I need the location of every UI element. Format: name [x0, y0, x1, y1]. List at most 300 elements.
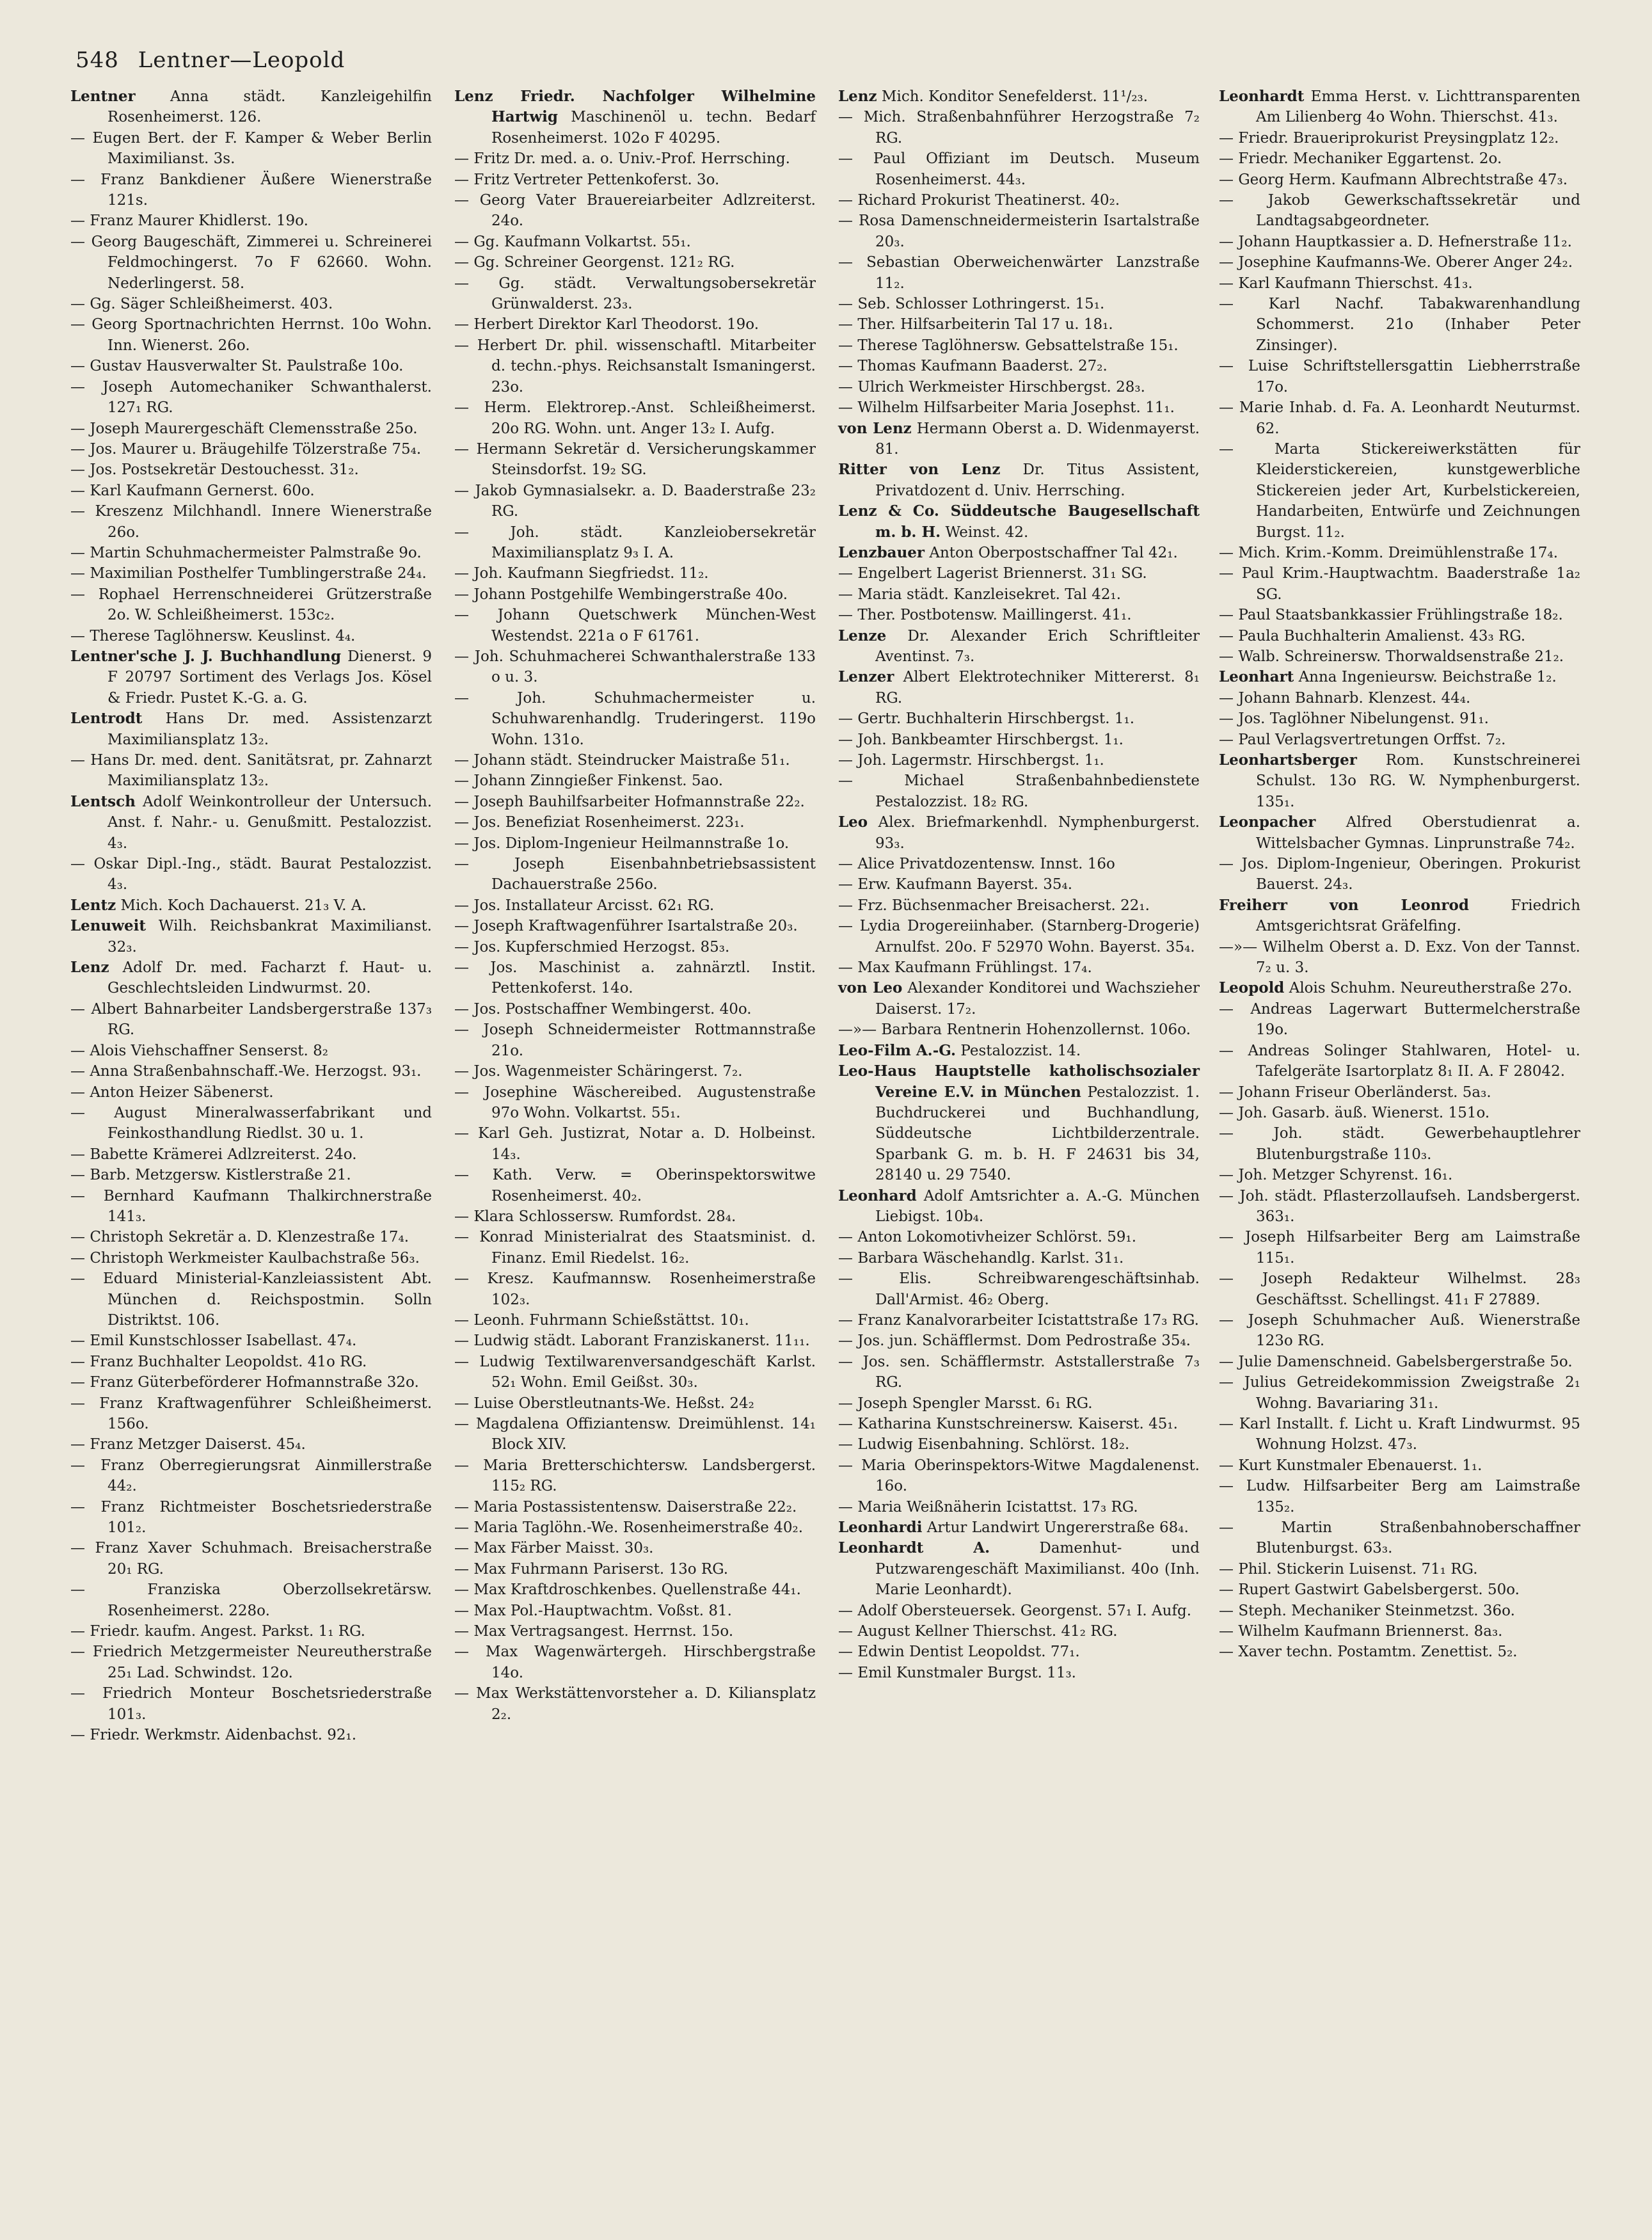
entry-text: Elis. Schreibwarengeschäftsinhab. Dall'Armist. 46₂ Oberg. — [875, 1270, 1200, 1308]
directory-entry — [838, 667, 1200, 708]
entry-text: Wilh. Reichsbankrat Maximilianst. 32₃. — [107, 918, 432, 956]
entry-text: Johann städt. Steindrucker Maistraße 51₁. — [473, 752, 790, 769]
directory-entry — [1219, 688, 1580, 708]
directory-entry — [70, 543, 432, 563]
entry-text: Martin Straßenbahnoberschaffner Blutenburgst. 63₃. — [1256, 1519, 1580, 1557]
entry-surname: Leo — [838, 813, 868, 831]
entry-text: Jos. sen. Schäfflermstr. Aststallerstraße 7₃ RG. — [862, 1353, 1200, 1391]
entry-surname: Leonhart — [1219, 668, 1294, 686]
directory-entry — [70, 356, 432, 376]
directory-entry — [454, 1580, 816, 1600]
directory-entry — [454, 1165, 816, 1206]
entry-text: Max Kraftdroschkenbes. Quellenstraße 44₁. — [473, 1581, 801, 1599]
directory-entry — [454, 86, 816, 148]
directory-entry — [70, 1227, 432, 1247]
directory-entry — [838, 419, 1200, 460]
directory-entry — [838, 190, 1200, 211]
directory-entry — [1219, 1268, 1580, 1310]
entry-text: Kath. Verw. = Oberinspektorswitwe Rosenheimerst. 40₂. — [491, 1167, 816, 1204]
entry-text: Franz Kanalvorarbeiter Icistattstraße 17₃ RG. — [857, 1311, 1199, 1329]
directory-entry — [454, 812, 816, 833]
directory-entry — [1219, 750, 1580, 812]
directory-entry — [454, 750, 816, 771]
entry-text: Artur Landwirt Ungererstraße 68₄. — [926, 1519, 1189, 1537]
column-2 — [454, 86, 816, 1725]
directory-entry — [1219, 1621, 1580, 1642]
entry-text: Mich. Konditor Senefelderst. 11¹/₂₃. — [881, 88, 1148, 105]
entry-text: Franz Richtmeister Boschetsriederstraße 101₂. — [100, 1498, 432, 1537]
entry-text: Joseph Automechaniker Schwanthalerst. 127₁ RG. — [102, 378, 432, 417]
entry-text: Alois Schuhm. Neureutherstraße 27o. — [1289, 980, 1573, 997]
entry-text: Franz Oberregierungsrat Ainmillerstraße 44₂. — [100, 1457, 432, 1495]
entry-surname: Lenz Friedr. Nachfolger Wilhelmine Hartwig — [454, 88, 816, 126]
entry-text: Christoph Werkmeister Kaulbachstraße 56₃. — [90, 1249, 420, 1267]
directory-entry — [838, 107, 1200, 148]
directory-entry — [70, 1103, 432, 1144]
directory-entry — [70, 1165, 432, 1185]
entry-text: Richard Prokurist Theatinerst. 40₂. — [857, 192, 1120, 209]
entry-text: Anna Ingenieursw. Beichstraße 1₂. — [1298, 669, 1557, 686]
entry-text: Joh. städt. Gewerbehauptlehrer Blutenburgstraße 110₃. — [1256, 1125, 1580, 1163]
directory-entry — [838, 1434, 1200, 1455]
directory-entry — [454, 1642, 816, 1683]
entry-text: Maschinenöl u. techn. Bedarf Rosenheimerst. 102o F 40295. — [491, 109, 816, 147]
entry-text: Adolf Obersteuersek. Georgenst. 57₁ I. Aufg. — [857, 1602, 1192, 1619]
directory-entry — [454, 1621, 816, 1642]
entry-text: Babette Krämerei Adlzreiterst. 24o. — [90, 1146, 357, 1163]
entry-text: Joseph Hilfsarbeiter Berg am Laimstraße 115₁. — [1245, 1229, 1581, 1267]
directory-entry — [454, 170, 816, 190]
directory-entry — [70, 895, 432, 916]
directory-entry — [454, 314, 816, 335]
entry-text: Katharina Kunstschreinersw. Kaiserst. 45₁. — [857, 1416, 1178, 1432]
entry-text: Friedr. Werkmstr. Aidenbachst. 92₁. — [90, 1727, 357, 1744]
entry-text: Konrad Ministerialrat des Staatsminist. d. Finanz. Emil Riedelst. 16₂. — [479, 1229, 816, 1267]
directory-entry — [1219, 252, 1580, 273]
directory-entry — [838, 1497, 1200, 1517]
directory-entry — [454, 605, 816, 646]
directory-entry — [1219, 999, 1580, 1041]
entry-text: Adolf Amtsrichter a. A.-G. München Liebigst. 10b₄. — [875, 1187, 1200, 1225]
entry-text: Johann Zinngießer Finkenst. 5ao. — [473, 772, 724, 790]
entry-text: Gg. städt. Verwaltungsobersekretär Grünwalderst. 23₃. — [491, 275, 816, 313]
directory-entry — [1219, 708, 1580, 729]
directory-entry — [1219, 1123, 1580, 1165]
entry-text: Weinst. 42. — [945, 524, 1029, 541]
entry-text: Rupert Gastwirt Gabelsbergerst. 50o. — [1238, 1581, 1520, 1599]
directory-entry — [454, 1310, 816, 1331]
directory-entry — [454, 1123, 816, 1165]
directory-entry — [838, 543, 1200, 563]
directory-entry — [1219, 397, 1580, 439]
directory-entry — [1219, 1103, 1580, 1123]
entry-surname: Leonpacher — [1219, 813, 1316, 831]
directory-entry — [1219, 273, 1580, 294]
directory-entry — [1219, 667, 1580, 687]
entry-text: August Mineralwasserfabrikant und Feinkosthandlung Riedlst. 30 u. 1. — [107, 1104, 432, 1142]
directory-entry — [70, 584, 432, 626]
entry-text: Joh. Bankbeamter Hirschbergst. 1₁. — [857, 731, 1124, 748]
directory-entry — [838, 916, 1200, 957]
entry-text: Rosa Damenschneidermeisterin Isartalstraße 20₃. — [859, 212, 1200, 250]
entry-surname: Lenuweit — [70, 917, 147, 935]
entry-text: Joh. Gasarb. äuß. Wienerst. 151o. — [1238, 1104, 1490, 1121]
directory-entry — [70, 419, 432, 439]
entry-text: Fritz Dr. med. a. o. Univ.-Prof. Herrsching. — [473, 150, 790, 168]
directory-entry — [838, 1352, 1200, 1393]
entry-surname: Lentsch — [70, 792, 136, 810]
entry-text: Franz Maurer Khidlerst. 19o. — [90, 212, 308, 230]
directory-entry — [70, 563, 432, 584]
directory-entry — [454, 232, 816, 252]
entry-text: Alois Viehschaffner Senserst. 8₂ — [90, 1042, 328, 1059]
entry-text: Max Wagenwärtergeh. Hirschbergstraße 14o. — [485, 1644, 816, 1681]
entry-text: Paul Krim.-Hauptwachtm. Baaderstraße 1a₂ SG. — [1241, 565, 1581, 603]
directory-entry — [838, 563, 1200, 584]
directory-entry — [454, 335, 816, 397]
directory-entry — [1219, 1041, 1580, 1082]
entry-text: Gertr. Buchhalterin Hirschbergst. 1₁. — [857, 710, 1135, 728]
page-header — [75, 47, 345, 73]
entry-text: Friedrich Monteur Boschetsriederstraße 101₃. — [102, 1685, 432, 1723]
entry-text: Gustav Hausverwalter St. Paulstraße 10o. — [90, 358, 404, 375]
directory-entry — [838, 86, 1200, 107]
directory-entry — [454, 937, 816, 957]
directory-entry — [454, 688, 816, 750]
entry-text: Maria Postassistentensw. Daiserstraße 22₂. — [473, 1498, 797, 1516]
entry-text: Ludw. Hilfsarbeiter Berg am Laimstraße 135₂. — [1246, 1478, 1580, 1516]
entry-text: Paul Verlagsvertretungen Orffst. 7₂. — [1238, 731, 1506, 748]
entry-text: Joh. Lagermstr. Hirschbergst. 1₁. — [857, 752, 1104, 769]
entry-text: Ludwig städt. Laborant Franziskanerst. 11₁₁. — [473, 1332, 810, 1350]
directory-entry — [70, 128, 432, 170]
directory-entry — [1219, 1601, 1580, 1621]
directory-entry — [70, 1331, 432, 1351]
directory-entry — [454, 1414, 816, 1455]
directory-entry — [838, 252, 1200, 294]
entry-text: Herbert Direktor Karl Theodorst. 19o. — [473, 316, 759, 333]
entry-text: Franz Metzger Daiserst. 45₄. — [90, 1436, 306, 1453]
entry-text: Jakob Gymnasialsekr. a. D. Baaderstraße 23₂ RG. — [475, 482, 816, 520]
directory-entry — [1219, 854, 1580, 895]
entry-text: Phil. Stickerin Luisenst. 71₁ RG. — [1238, 1560, 1478, 1578]
directory-entry — [838, 1310, 1200, 1331]
entry-surname: Lenze — [838, 627, 887, 644]
entry-text: Friedr. Braueriprokurist Preysingplatz 12₂. — [1238, 129, 1559, 147]
entry-text: Emil Kunstschlosser Isabellast. 47₄. — [90, 1332, 357, 1350]
directory-entry — [838, 730, 1200, 750]
directory-entry — [454, 522, 816, 564]
entry-text: Alfred Oberstudienrat a. Wittelsbacher Gymnas. Linprunstraße 74₂. — [1256, 814, 1581, 852]
entry-text: Max Färber Maisst. 30₃. — [473, 1540, 654, 1557]
directory-entry — [70, 294, 432, 314]
directory-entry — [454, 854, 816, 895]
entry-text: Klara Schlossersw. Rumfordst. 28₄. — [473, 1208, 736, 1225]
entry-text: Johann Quetschwerk München-West Westendst. 221a o F 61761. — [491, 607, 816, 644]
entry-text: Marta Stickereiwerkstätten für Kleiderstickereien, kunstgewerbliche Stickereien jeder Art, Kurbelstickereien, Handarbeiten, Entwürfe und Zeichnungen Burgst. 11₂. — [1256, 440, 1580, 541]
entry-text: Dr. Alexander Erich Schriftleiter Aventinst. 7₃. — [875, 627, 1200, 665]
directory-entry — [838, 1227, 1200, 1247]
page-number: 548 — [75, 47, 119, 73]
entry-text: Maria Taglöhn.-We. Rosenheimerstraße 40₂. — [473, 1519, 804, 1537]
entry-text: Joseph Spengler Marsst. 6₁ RG. — [857, 1395, 1093, 1412]
directory-entry — [70, 854, 432, 895]
entry-text: Ulrich Werkmeister Hirschbergst. 28₃. — [857, 378, 1145, 396]
entry-text: Johann Postgehilfe Wembingerstraße 40o. — [473, 586, 788, 603]
directory-entry — [70, 1352, 432, 1372]
directory-entry — [838, 1642, 1200, 1662]
entry-text: Pestalozzist. 14. — [960, 1042, 1081, 1059]
entry-text: Eugen Bert. der F. Kamper & Weber Berlin Maximilianst. 3s. — [92, 129, 433, 168]
entry-text: Georg Baugeschäft, Zimmerei u. Schreinerei Feldmochingerst. 7o F 62660. Wohn. Nederlingerst. 58. — [91, 233, 432, 292]
entry-text: Adolf Dr. med. Facharzt f. Haut- u. Geschlechtsleiden Lindwurmst. 20. — [107, 959, 433, 997]
directory-entry — [1219, 148, 1580, 169]
entry-text: Jos. Diplom-Ingenieur, Oberingen. Prokurist Bauerst. 24₃. — [1241, 856, 1580, 893]
directory-entry — [1219, 626, 1580, 646]
directory-entry — [70, 1248, 432, 1268]
entry-text: Anton Lokomotivheizer Schlörst. 59₁. — [857, 1229, 1137, 1246]
entry-text: Jos. Maurer u. Bräugehilfe Tölzerstraße 75₄. — [90, 440, 422, 458]
entry-text: Franz Xaver Schuhmach. Breisacherstraße 20₁ RG. — [95, 1540, 433, 1578]
entry-text: Albert Bahnarbeiter Landsbergerstraße 137₃ RG. — [91, 1000, 433, 1039]
entry-text: Josephine Wäschereibed. Augustenstraße 97o Wohn. Volkartst. 55₁. — [484, 1084, 816, 1121]
entry-text: Jos. Postsekretär Destouchesst. 31₂. — [90, 461, 359, 479]
entry-text: Lydia Drogereiinhaber. (Starnberg-Drogerie) Arnulfst. 20o. F 52970 Wohn. Bayerst. 35₄. — [859, 918, 1200, 956]
directory-entry — [838, 211, 1200, 252]
entry-surname: von Lenz — [838, 419, 912, 437]
directory-entry — [838, 1455, 1200, 1497]
directory-entry — [838, 1186, 1200, 1228]
directory-entry — [454, 833, 816, 854]
entry-text: Michael Straßenbahnbedienstete Pestalozzist. 18₂ RG. — [875, 772, 1200, 810]
entry-text: Frz. Büchsenmacher Breisacherst. 22₁. — [857, 897, 1150, 914]
directory-entry — [70, 1455, 432, 1497]
directory-entry — [838, 812, 1200, 854]
directory-entry — [454, 895, 816, 916]
entry-text: Bernhard Kaufmann Thalkirchnerstraße 141₃. — [103, 1187, 432, 1225]
column-4 — [1219, 86, 1580, 1663]
directory-entry — [70, 314, 432, 356]
directory-entry — [1219, 1310, 1580, 1352]
directory-entry — [1219, 1476, 1580, 1517]
entry-text: Dr. Titus Assistent, Privatdozent d. Univ. Herrsching. — [875, 461, 1200, 499]
entry-text: Jos. Kupferschmied Herzogst. 85₃. — [473, 938, 730, 956]
entry-text: Maria städt. Kanzleisekret. Tal 42₁. — [857, 586, 1121, 603]
entry-text: Franz Güterbeförderer Hofmannstraße 32o. — [90, 1374, 419, 1391]
directory-entry — [454, 1559, 816, 1580]
directory-entry — [1219, 937, 1580, 979]
directory-entry — [1219, 1517, 1580, 1559]
entry-text: Walb. Schreinersw. Thorwaldsenstraße 21₂. — [1238, 648, 1564, 665]
directory-entry — [454, 1497, 816, 1517]
directory-entry — [70, 86, 432, 128]
entry-text: Johann Friseur Oberländerst. 5a₃. — [1238, 1084, 1491, 1101]
directory-entry — [838, 1621, 1200, 1642]
directory-entry — [454, 1020, 816, 1061]
entry-text: August Kellner Thierschst. 41₂ RG. — [857, 1623, 1118, 1640]
entry-text: Paul Staatsbankkassier Frühlingstraße 18₂. — [1238, 607, 1563, 624]
entry-surname: Lentz — [70, 896, 116, 914]
entry-text: Joh. städt. Kanzleiobersekretär Maximiliansplatz 9₃ I. A. — [491, 524, 816, 561]
entry-surname: Lenz — [838, 88, 877, 105]
directory-entry — [838, 957, 1200, 978]
directory-entry — [838, 1331, 1200, 1351]
directory-entry — [838, 854, 1200, 874]
entry-text: Josephine Kaufmanns-We. Oberer Anger 24₂. — [1238, 254, 1573, 271]
entry-text: Paula Buchhalterin Amalienst. 43₃ RG. — [1238, 627, 1526, 644]
directory-entry — [1219, 190, 1580, 232]
entry-text: Joseph Eisenbahnbetriebsassistent Dachauerstraße 256o. — [491, 856, 816, 893]
entry-text: Andreas Lagerwart Buttermelcherstraße 19o. — [1250, 1000, 1580, 1039]
entry-text: Joseph Redakteur Wilhelmst. 28₃ Geschäftsst. Schellingst. 41₁ F 27889. — [1256, 1270, 1581, 1308]
entry-text: Luise Schriftstellersgattin Liebherrstraße 17o. — [1248, 358, 1580, 396]
entry-text: Edwin Dentist Leopoldst. 77₁. — [857, 1644, 1080, 1661]
directory-entry — [838, 1020, 1200, 1040]
entry-text: Adolf Weinkontrolleur der Untersuch. Anst. f. Nahr.- u. Genußmitt. Pestalozzist. 4₃. — [107, 793, 433, 852]
entry-text: Karl Geh. Justizrat, Notar a. D. Holbeinst. 14₃. — [478, 1125, 816, 1163]
directory-entry — [70, 481, 432, 501]
entry-text: Maria Weißnäherin Icistattst. 17₃ RG. — [857, 1498, 1138, 1516]
directory-entry — [70, 916, 432, 957]
directory-entry — [1219, 1414, 1580, 1455]
entry-text: Eduard Ministerial-Kanzleiassistent Abt. München d. Reichspostmin. Solln Distriktst. 106. — [102, 1270, 432, 1329]
directory-entry — [70, 1538, 432, 1580]
directory-entry — [70, 1393, 432, 1435]
entry-text: Kresz. Kaufmannsw. Rosenheimerstraße 102₃. — [487, 1270, 816, 1308]
entry-text: Friedrich Metzgermeister Neureutherstraße 25₁ Lad. Schwindst. 12o. — [92, 1644, 432, 1681]
entry-text: Max Fuhrmann Pariserst. 13o RG. — [473, 1560, 729, 1578]
entry-text: Thomas Kaufmann Baaderst. 27₂. — [857, 358, 1108, 375]
entry-text: Franziska Oberzollsekretärsw. Rosenheimerst. 228o. — [107, 1581, 432, 1619]
directory-entry — [454, 1601, 816, 1621]
entry-text: Julius Getreidekommission Zweigstraße 2₁ Wohng. Bavariaring 31₁. — [1244, 1374, 1581, 1412]
entry-text: Hermann Sekretär d. Versicherungskammer Steinsdorfst. 19₂ SG. — [476, 440, 816, 479]
entry-text: Wilhelm Oberst a. D. Exz. Von der Tannst. 7₂ u. 3. — [1256, 938, 1580, 977]
directory-entry — [1219, 646, 1580, 667]
directory-entry — [1219, 232, 1580, 252]
entry-text: Joseph Kraftwagenführer Isartalstraße 20₃. — [473, 918, 798, 935]
entry-text: Karl Installt. f. Licht u. Kraft Lindwurmst. 95 Wohnung Holzst. 47₃. — [1239, 1416, 1581, 1453]
directory-entry — [454, 646, 816, 688]
directory-entry — [454, 1393, 816, 1414]
directory-entry — [1219, 543, 1580, 563]
directory-entry — [838, 148, 1200, 190]
entry-text: Ther. Hilfsarbeiterin Tal 17 u. 18₁. — [857, 316, 1113, 333]
entry-text: Sebastian Oberweichenwärter Lanzstraße 11₂. — [866, 254, 1200, 292]
directory-entry — [70, 708, 432, 750]
entry-text: Damenhut- und Putzwarengeschäft Maximilianst. 40o (Inh. Marie Leonhardt). — [875, 1540, 1200, 1599]
entry-text: Barbara Wäschehandlg. Karlst. 31₁. — [857, 1249, 1124, 1267]
directory-entry — [1219, 812, 1580, 854]
directory-entry — [70, 1041, 432, 1061]
entry-text: Anna städt. Kanzleigehilfin Rosenheimerst. 126. — [107, 88, 432, 126]
entry-text: Gg. Säger Schleißheimerst. 403. — [90, 296, 333, 313]
entry-text: Fritz Vertreter Pettenkoferst. 3o. — [473, 171, 720, 188]
directory-entry — [70, 999, 432, 1041]
directory-entry — [454, 584, 816, 605]
directory-entry — [454, 252, 816, 273]
entry-text: Joseph Bauhilfsarbeiter Hofmannstraße 22₂. — [473, 793, 805, 810]
entry-text: Karl Kaufmann Thierschst. 41₃. — [1238, 275, 1473, 292]
entry-text: Emil Kunstmaler Burgst. 11₃. — [857, 1664, 1076, 1681]
directory-entry — [454, 1352, 816, 1393]
directory-entry — [838, 750, 1200, 771]
directory-entry — [838, 1248, 1200, 1268]
entry-surname: Lenz & Co. Süddeutsche Baugesellschaft m. b. H. — [838, 502, 1200, 541]
directory-entry — [1219, 1082, 1580, 1103]
entry-text: Therese Taglöhnersw. Keuslinst. 4₄. — [90, 627, 356, 644]
entry-text: Max Kaufmann Frühlingst. 17₄. — [857, 959, 1092, 977]
entry-text: Karl Kaufmann Gernerst. 60o. — [90, 482, 315, 499]
entry-text: Paul Offiziant im Deutsch. Museum Rosenheimerst. 44₃. — [873, 150, 1200, 188]
entry-text: Jos. Installateur Arcisst. 62₁ RG. — [473, 897, 715, 914]
entry-text: Barb. Metzgersw. Kistlerstraße 21. — [90, 1167, 351, 1184]
entry-text: Georg Herm. Kaufmann Albrechtstraße 47₃. — [1238, 171, 1568, 188]
entry-text: Joh. Metzger Schyrenst. 16₁. — [1238, 1167, 1453, 1184]
entry-text: Seb. Schlosser Lothringerst. 15₁. — [857, 296, 1105, 313]
directory-entry — [454, 273, 816, 315]
entry-text: Herbert Dr. phil. wissenschaftl. Mitarbeiter d. techn.-phys. Reichsanstalt Ismaningerst. 23o. — [477, 337, 816, 396]
entry-text: Steph. Mechaniker Steinmetzst. 36o. — [1238, 1602, 1515, 1619]
entry-text: Luise Oberstleutnants-We. Heßst. 24₂ — [473, 1395, 754, 1412]
entry-text: Max Werkstättenvorsteher a. D. Kiliansplatz 2₂. — [476, 1685, 816, 1723]
entry-text: Marie Inhab. d. Fa. A. Leonhardt Neuturmst. 62. — [1239, 399, 1581, 437]
entry-text: Alice Privatdozentensw. Innst. 16o — [857, 856, 1115, 873]
directory-entry — [1219, 730, 1580, 750]
entry-surname: Leo-Film A.-G. — [838, 1041, 957, 1059]
directory-entry — [454, 916, 816, 936]
entry-text: Wilhelm Kaufmann Briennerst. 8a₃. — [1238, 1623, 1503, 1640]
directory-entry — [1219, 1455, 1580, 1476]
entry-text: Oskar Dipl.-Ing., städt. Baurat Pestalozzist. 4₃. — [93, 856, 433, 893]
directory-entry — [70, 1642, 432, 1683]
entry-text: Jos. Benefiziat Rosenheimerst. 223₁. — [473, 814, 745, 831]
entry-text: Anton Oberpostschaffner Tal 42₁. — [929, 544, 1178, 561]
entry-text: Friedr. Mechaniker Eggartenst. 2o. — [1238, 150, 1502, 168]
entry-text: Georg Vater Brauereiarbeiter Adlzreiterst. 24o. — [479, 192, 816, 230]
entry-text: Max Pol.-Hauptwachtm. Voßst. 81. — [473, 1602, 732, 1619]
entry-text: Mich. Straßenbahnführer Herzogstraße 7₂ RG. — [863, 109, 1200, 147]
entry-text: Mich. Koch Dachauerst. 21₃ V. A. — [120, 897, 367, 914]
entry-text: Jos. Diplom-Ingenieur Heilmannstraße 1o. — [473, 835, 790, 852]
directory-entry — [454, 792, 816, 812]
directory-entry — [838, 708, 1200, 729]
entry-surname: Lenz — [70, 959, 109, 977]
entry-text: Martin Schuhmachermeister Palmstraße 9o. — [90, 544, 422, 561]
directory-entry — [454, 1082, 816, 1124]
entry-text: Jos. jun. Schäfflermst. Dom Pedrostraße 35₄. — [857, 1332, 1191, 1350]
directory-entry — [1219, 86, 1580, 128]
directory-entry — [838, 1041, 1200, 1061]
directory-entry — [454, 1683, 816, 1725]
directory-entry — [454, 1061, 816, 1082]
directory-entry — [1219, 1580, 1580, 1600]
directory-entry — [838, 1517, 1200, 1538]
directory-entry — [838, 626, 1200, 668]
entry-text: Joh. Schuhmachermeister u. Schuhwarenhandlg. Truderingerst. 119o Wohn. 131o. — [491, 689, 816, 748]
directory-entry — [70, 957, 432, 999]
directory-entry — [838, 895, 1200, 916]
directory-entry — [454, 957, 816, 999]
directory-entry — [454, 481, 816, 522]
directory-entry — [838, 356, 1200, 376]
directory-entry — [454, 1538, 816, 1558]
directory-entry — [838, 501, 1200, 543]
directory-entry — [454, 439, 816, 481]
entry-text: Maria Oberinspektors-Witwe Magdalenenst. 16o. — [861, 1457, 1200, 1495]
entry-text: Mich. Krim.-Komm. Dreimühlenstraße 17₄. — [1238, 544, 1559, 561]
entry-text: Pestalozzist. 1. Buchdruckerei und Buchhandlung, Süddeutsche Lichtbilderzentrale. Sparbank G. m. b. H. F 24631 bis 34, 28140 u. 29 7540. — [875, 1084, 1200, 1184]
